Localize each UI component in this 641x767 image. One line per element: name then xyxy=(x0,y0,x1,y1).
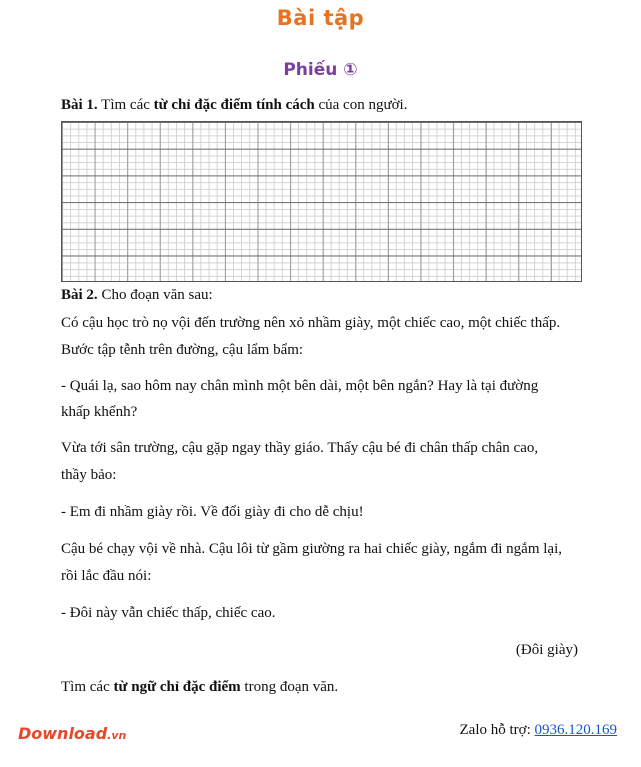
exercise-1-text-after: của con người. xyxy=(314,97,408,113)
passage-source: (Đôi giày) xyxy=(515,642,578,658)
passage-line: Có cậu học trò nọ vội đến trường nên xỏ nhầm giày, một chiếc cao, một chiếc thấp. xyxy=(61,315,561,331)
passage-line: - Em đi nhầm giày rồi. Về đổi giày đi cho dễ chịu! xyxy=(61,504,364,520)
passage-line: thầy bảo: xyxy=(61,467,117,483)
passage-line: Cậu bé chạy vội về nhà. Cậu lôi từ gầm giường ra hai chiếc giày, ngắm đi ngắm lại, xyxy=(61,541,562,557)
exercise-2-task xyxy=(61,677,586,697)
exercise-2-label: Bài 2. xyxy=(61,287,98,303)
writing-grid[interactable] xyxy=(61,121,582,282)
exercise-1-text-before: Tìm các xyxy=(97,97,154,113)
support-contact xyxy=(460,722,618,739)
passage-line: - Đôi này vẫn chiếc thấp, chiếc cao. xyxy=(61,605,276,621)
passage-line: Bước tập tễnh trên đường, cậu lẩm bẩm: xyxy=(61,342,304,358)
exercise-2-intro: Cho đoạn văn sau: xyxy=(97,287,213,303)
task-text-before: Tìm các xyxy=(61,679,114,695)
task-bold-text: từ ngữ chỉ đặc điểm xyxy=(113,679,241,695)
page-title: Bài tập xyxy=(276,6,365,30)
download-logo[interactable] xyxy=(18,724,126,743)
support-label: Zalo hỗ trợ: xyxy=(459,722,535,738)
logo-main-text: Download xyxy=(18,724,108,743)
passage-line: khấp khểnh? xyxy=(61,404,138,420)
exercise-1-label: Bài 1. xyxy=(61,97,98,113)
passage-line: rồi lắc đầu nói: xyxy=(61,568,152,584)
task-text-after: trong đoạn văn. xyxy=(240,679,339,695)
passage-line: - Quái lạ, sao hôm nay chân mình một bên dài, một bên ngắn? Hay là tại đường xyxy=(61,378,539,394)
exercise-1-prompt xyxy=(61,95,586,115)
passage-line: Vừa tới sân trường, cậu gặp ngay thầy giáo. Thấy cậu bé đi chân thấp chân cao, xyxy=(61,440,539,456)
logo-suffix: .vn xyxy=(107,729,127,742)
exercise-1-bold-text: từ chỉ đặc điểm tính cách xyxy=(153,97,315,113)
support-phone-link[interactable]: 0936.120.169 xyxy=(534,722,617,738)
worksheet-subtitle: Phiếu ① xyxy=(283,60,358,80)
exercise-2-prompt xyxy=(61,285,586,305)
